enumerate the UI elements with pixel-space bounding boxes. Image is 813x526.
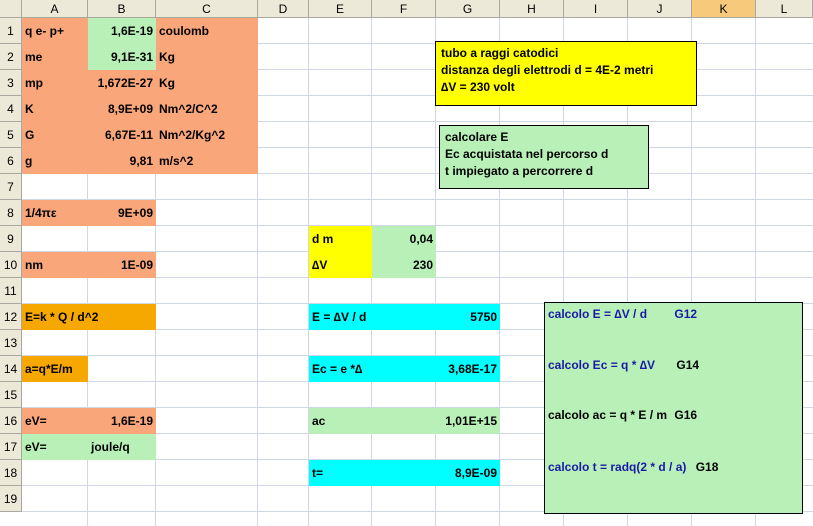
cell-a4[interactable]: K — [22, 96, 88, 122]
cell-a1[interactable]: q e- p+ — [22, 18, 88, 44]
column-header-e[interactable]: E — [309, 0, 372, 18]
cell-a14[interactable]: a=q*E/m — [22, 356, 88, 382]
row-header-1[interactable]: 1 — [0, 18, 22, 44]
select-all-corner[interactable] — [0, 0, 22, 18]
cell-g12[interactable]: 5750 — [436, 304, 500, 330]
column-header-g[interactable]: G — [436, 0, 500, 18]
textbox-line: distanza degli elettrodi d = 4E-2 metri — [441, 63, 654, 77]
cell-c3[interactable]: Kg — [156, 70, 258, 96]
row-header-3[interactable]: 3 — [0, 70, 22, 96]
cell-f9[interactable]: 0,04 — [372, 226, 436, 252]
textbox-line: tubo a raggi catodici — [441, 46, 559, 60]
calc-line-ac — [548, 407, 697, 424]
calc-ref: G14 — [676, 358, 700, 372]
column-header-a[interactable]: A — [22, 0, 88, 18]
column-header-f[interactable]: F — [372, 0, 436, 18]
green-calc-textbox[interactable] — [544, 302, 803, 514]
cell-b6[interactable]: 9,81 — [88, 148, 156, 174]
green-task-textbox[interactable] — [439, 125, 649, 189]
row-header-12[interactable]: 12 — [0, 304, 22, 330]
textbox-line: calcolare E — [445, 130, 509, 144]
cell-g18[interactable]: 8,9E-09 — [436, 460, 500, 486]
row-header-6[interactable]: 6 — [0, 148, 22, 174]
row-header-17[interactable]: 17 — [0, 434, 22, 460]
row-header-14[interactable]: 14 — [0, 356, 22, 382]
row-header-15[interactable]: 15 — [0, 382, 22, 408]
row-header-19[interactable]: 19 — [0, 486, 22, 512]
cell-a16[interactable]: eV= — [22, 408, 88, 434]
cell-b10[interactable]: 1E-09 — [88, 252, 156, 278]
row-header-10[interactable]: 10 — [0, 252, 22, 278]
cell-e14[interactable]: Ec = e *∆ — [309, 356, 436, 382]
textbox-line: ∆V = 230 volt — [441, 80, 515, 94]
row-header-16[interactable]: 16 — [0, 408, 22, 434]
cell-c5[interactable]: Nm^2/Kg^2 — [156, 122, 258, 148]
cell-a3[interactable]: mp — [22, 70, 88, 96]
cell-b17[interactable]: joule/q — [88, 434, 156, 460]
cell-a10[interactable]: nm — [22, 252, 88, 278]
column-header-j[interactable]: J — [628, 0, 692, 18]
row-header-4[interactable]: 4 — [0, 96, 22, 122]
cell-a6[interactable]: g — [22, 148, 88, 174]
cell-b3[interactable]: 1,672E-27 — [88, 70, 156, 96]
calc-ref: G12 — [674, 307, 698, 321]
calc-line-e — [548, 306, 697, 323]
cell-b8[interactable]: 9E+09 — [88, 200, 156, 226]
cell-a12[interactable]: E=k * Q / d^2 — [22, 304, 156, 330]
cell-c6[interactable]: m/s^2 — [156, 148, 258, 174]
cell-e16[interactable]: ac — [309, 408, 436, 434]
textbox-line: t impiegato a percorrere d — [445, 164, 594, 178]
column-header-i[interactable]: I — [564, 0, 628, 18]
cell-e9[interactable]: d m — [309, 226, 372, 252]
cell-b2[interactable]: 9,1E-31 — [88, 44, 156, 70]
cell-b5[interactable]: 6,67E-11 — [88, 122, 156, 148]
cell-f10[interactable]: 230 — [372, 252, 436, 278]
cell-a5[interactable]: G — [22, 122, 88, 148]
calc-text: calcolo Ec = q * ∆V — [548, 358, 656, 372]
row-header-8[interactable]: 8 — [0, 200, 22, 226]
calc-text: calcolo t = radq(2 * d / a) — [548, 460, 687, 474]
cell-c1[interactable]: coulomb — [156, 18, 258, 44]
cell-a2[interactable]: me — [22, 44, 88, 70]
cell-e12[interactable]: E = ∆V / d — [309, 304, 436, 330]
column-header-k[interactable]: K — [692, 0, 756, 18]
row-header-13[interactable]: 13 — [0, 330, 22, 356]
cell-g14[interactable]: 3,68E-17 — [436, 356, 500, 382]
row-header-7[interactable]: 7 — [0, 174, 22, 200]
calc-line-t — [548, 459, 718, 476]
cell-e18[interactable]: t= — [309, 460, 436, 486]
row-header-2[interactable]: 2 — [0, 44, 22, 70]
cell-b16[interactable]: 1,6E-19 — [88, 408, 156, 434]
cell-c2[interactable]: Kg — [156, 44, 258, 70]
row-header-5[interactable]: 5 — [0, 122, 22, 148]
column-header-l[interactable]: L — [756, 0, 813, 18]
column-header-b[interactable]: B — [88, 0, 156, 18]
column-header-d[interactable]: D — [258, 0, 309, 18]
cell-c4[interactable]: Nm^2/C^2 — [156, 96, 258, 122]
calc-text: calcolo E = ∆V / d — [548, 307, 648, 321]
calc-ref: G18 — [695, 460, 719, 474]
cell-a8[interactable]: 1/4πε — [22, 200, 88, 226]
column-header-h[interactable]: H — [500, 0, 564, 18]
cell-a17[interactable]: eV= — [22, 434, 88, 460]
row-header-9[interactable]: 9 — [0, 226, 22, 252]
cell-b1[interactable]: 1,6E-19 — [88, 18, 156, 44]
textbox-line: Ec acquistata nel percorso d — [445, 147, 609, 161]
cell-b4[interactable]: 8,9E+09 — [88, 96, 156, 122]
row-header-11[interactable]: 11 — [0, 278, 22, 304]
calc-text: calcolo ac = q * E / m — [548, 408, 668, 422]
yellow-info-textbox[interactable] — [435, 41, 697, 106]
calc-ref: G16 — [674, 408, 698, 422]
cell-e10[interactable]: ∆V — [309, 252, 372, 278]
column-header-c[interactable]: C — [156, 0, 258, 18]
row-header-18[interactable]: 18 — [0, 460, 22, 486]
cell-g16[interactable]: 1,01E+15 — [436, 408, 500, 434]
calc-line-ec — [548, 357, 699, 374]
